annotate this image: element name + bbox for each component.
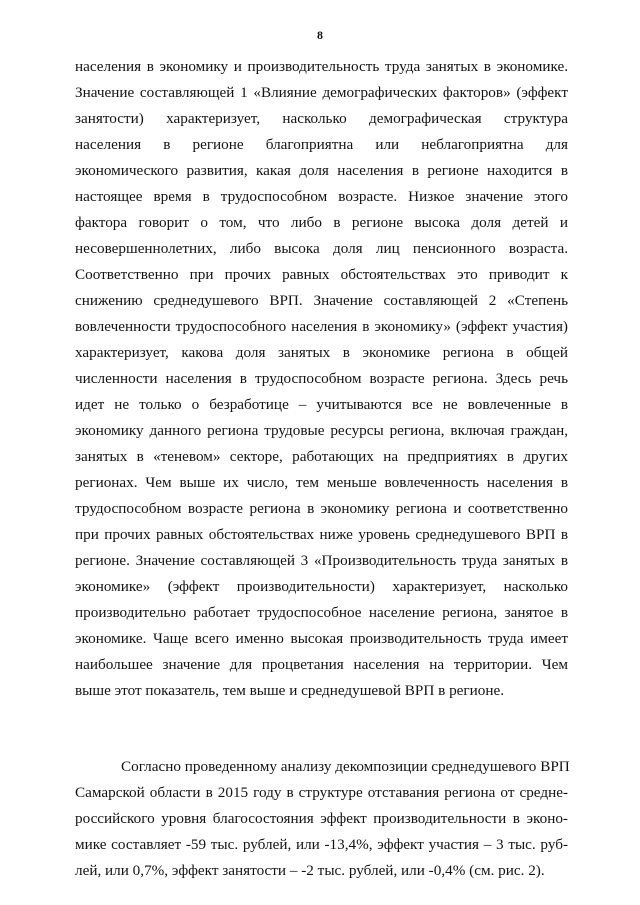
text-line: Соответственно при прочих равных обстоятельствах это приводит к bbox=[75, 266, 568, 283]
text-line: настоящее время в трудоспособном возрасте. Низкое значение этого bbox=[75, 188, 568, 205]
text-line: Согласно проведенному анализу декомпозиции среднедушевого ВРП bbox=[121, 758, 570, 775]
text-line: характеризует, какова доля занятых в экономике региона в общей bbox=[75, 344, 568, 361]
text-line: занятых в «теневом» секторе, работающих на предприятиях в других bbox=[75, 448, 568, 465]
text-line: производительно работает трудоспособное население региона, занятое в bbox=[75, 604, 568, 621]
text-line: мике составляет -59 тыс. рублей, или -13,4%, эффект участия – 3 тыс. руб- bbox=[75, 836, 568, 853]
text-line: лей, или 0,7%, эффект занятости – -2 тыс. рублей, или -0,4% (см. рис. 2). bbox=[75, 862, 545, 879]
text-line: при прочих равных обстоятельствах ниже уровень среднедушевого ВРП в bbox=[75, 526, 568, 543]
text-line: населения в регионе благоприятна или неблагоприятна для bbox=[75, 136, 568, 153]
text-line: регионе. Значение составляющей 3 «Производительность труда занятых в bbox=[75, 552, 568, 569]
text-line: фактора говорит о том, что либо в регионе высока доля детей и bbox=[75, 214, 568, 231]
page-number: 8 bbox=[317, 28, 323, 42]
text-line: экономике. Чаще всего именно высокая производительность труда имеет bbox=[75, 630, 568, 647]
text-line: экономического развития, какая доля населения в регионе находится в bbox=[75, 162, 568, 179]
text-line: Значение составляющей 1 «Влияние демографических факторов» (эффект bbox=[75, 84, 568, 101]
paragraph-1 bbox=[75, 54, 568, 704]
text-line: вовлеченности трудоспособного населения в экономику» (эффект участия) bbox=[75, 318, 568, 335]
text-line: снижению среднедушевого ВРП. Значение составляющей 2 «Степень bbox=[75, 292, 568, 309]
text-line: экономику данного региона трудовые ресурсы региона, включая граждан, bbox=[75, 422, 568, 439]
text-line: наибольшее значение для процветания населения на территории. Чем bbox=[75, 656, 568, 673]
text-line: населения в экономику и производительность труда занятых в экономике. bbox=[75, 58, 568, 75]
text-line: идет не только о безработице – учитываются все не вовлеченные в bbox=[75, 396, 568, 413]
paragraph-2 bbox=[75, 754, 568, 884]
text-line: экономике» (эффект производительности) характеризует, насколько bbox=[75, 578, 568, 595]
text-line: трудоспособном возрасте региона в экономику региона и соответственно bbox=[75, 500, 568, 517]
text-line: российского уровня благосостояния эффект производительности в эконо- bbox=[75, 810, 568, 827]
text-line: занятости) характеризует, насколько демографическая структура bbox=[75, 110, 568, 127]
text-line: Самарской области в 2015 году в структуре отставания региона от средне- bbox=[75, 784, 568, 801]
text-line: регионах. Чем выше их число, тем меньше вовлеченность населения в bbox=[75, 474, 568, 491]
text-line: выше этот показатель, тем выше и среднедушевой ВРП в регионе. bbox=[75, 682, 505, 699]
text-line: несовершеннолетних, либо высока доля лиц пенсионного возраста. bbox=[75, 240, 568, 257]
text-line: численности населения в трудоспособном возрасте региона. Здесь речь bbox=[75, 370, 568, 387]
